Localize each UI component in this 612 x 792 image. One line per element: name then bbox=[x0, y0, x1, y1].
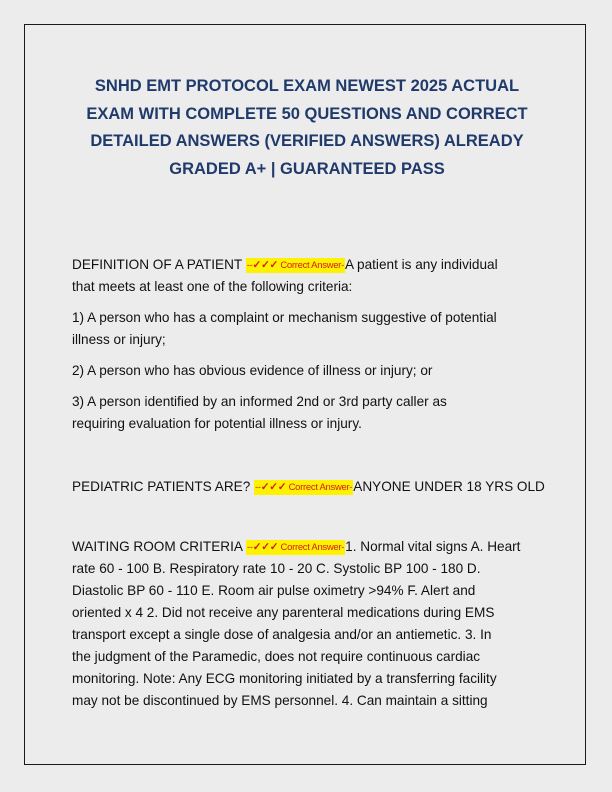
answer-text: 3) A person identified by an informed 2nd or 3rd party caller as bbox=[72, 394, 447, 409]
answer-text: 1) A person who has a complaint or mechanism suggestive of potential bbox=[72, 310, 497, 325]
checkmark-icon: ✓✓✓ bbox=[252, 259, 278, 271]
answer-text: Diastolic BP 60 - 110 E. Room air pulse oximetry >94% F. Alert and bbox=[72, 583, 476, 598]
title-line: EXAM WITH COMPLETE 50 QUESTIONS AND CORRECT bbox=[86, 104, 528, 123]
answer-text: that meets at least one of the following criteria: bbox=[72, 279, 353, 294]
answer-text: rate 60 - 100 B. Respiratory rate 10 - 20 C. Systolic BP 100 - 180 D. bbox=[72, 561, 481, 576]
answer-text: A patient is any individual bbox=[344, 257, 498, 272]
answer-text: 2) A person who has obvious evidence of illness or injury; or bbox=[72, 363, 433, 378]
document-title bbox=[65, 73, 549, 183]
qa-waiting-room-criteria bbox=[72, 536, 552, 712]
answer-text: transport except a single dose of analgesia and/or an antiemetic. 3. In bbox=[72, 627, 492, 642]
checkmark-icon: ✓✓✓ bbox=[260, 481, 287, 493]
correct-answer-tag: --✓✓✓ Correct Answer- bbox=[246, 541, 345, 553]
title-line: SNHD EMT PROTOCOL EXAM NEWEST 2025 ACTUAL bbox=[94, 77, 520, 95]
answer-text: illness or injury; bbox=[72, 332, 166, 347]
correct-answer-tag: --✓✓✓ Correct Answer- bbox=[246, 259, 344, 271]
question-text: WAITING ROOM CRITERIA bbox=[72, 539, 243, 554]
answer-text: ANYONE UNDER 18 YRS OLD bbox=[353, 479, 545, 494]
checkmark-icon: ✓✓✓ bbox=[252, 541, 279, 553]
qa-pediatric-patients bbox=[72, 476, 552, 498]
answer-text: requiring evaluation for potential illness or injury. bbox=[72, 416, 362, 431]
title-line: DETAILED ANSWERS (VERIFIED ANSWERS) ALREADY bbox=[90, 132, 524, 150]
correct-answer-tag: --✓✓✓ Correct Answer- bbox=[255, 481, 353, 493]
answer-text: 1. Normal vital signs A. Heart bbox=[345, 539, 521, 554]
question-text: DEFINITION OF A PATIENT bbox=[72, 257, 242, 272]
qa-definition-of-patient bbox=[72, 254, 552, 435]
document-page bbox=[24, 24, 586, 765]
answer-text: oriented x 4 2. Did not receive any parenteral medications during EMS bbox=[72, 605, 495, 620]
question-text: PEDIATRIC PATIENTS ARE? bbox=[72, 479, 251, 494]
answer-text: monitoring. Note: Any ECG monitoring initiated by a transferring facility bbox=[72, 671, 497, 686]
answer-text: the judgment of the Paramedic, does not require continuous cardiac bbox=[72, 649, 481, 664]
answer-text: may not be discontinued by EMS personnel. 4. Can maintain a sitting bbox=[72, 693, 488, 708]
title-line: GRADED A+ | GUARANTEED PASS bbox=[169, 159, 445, 178]
